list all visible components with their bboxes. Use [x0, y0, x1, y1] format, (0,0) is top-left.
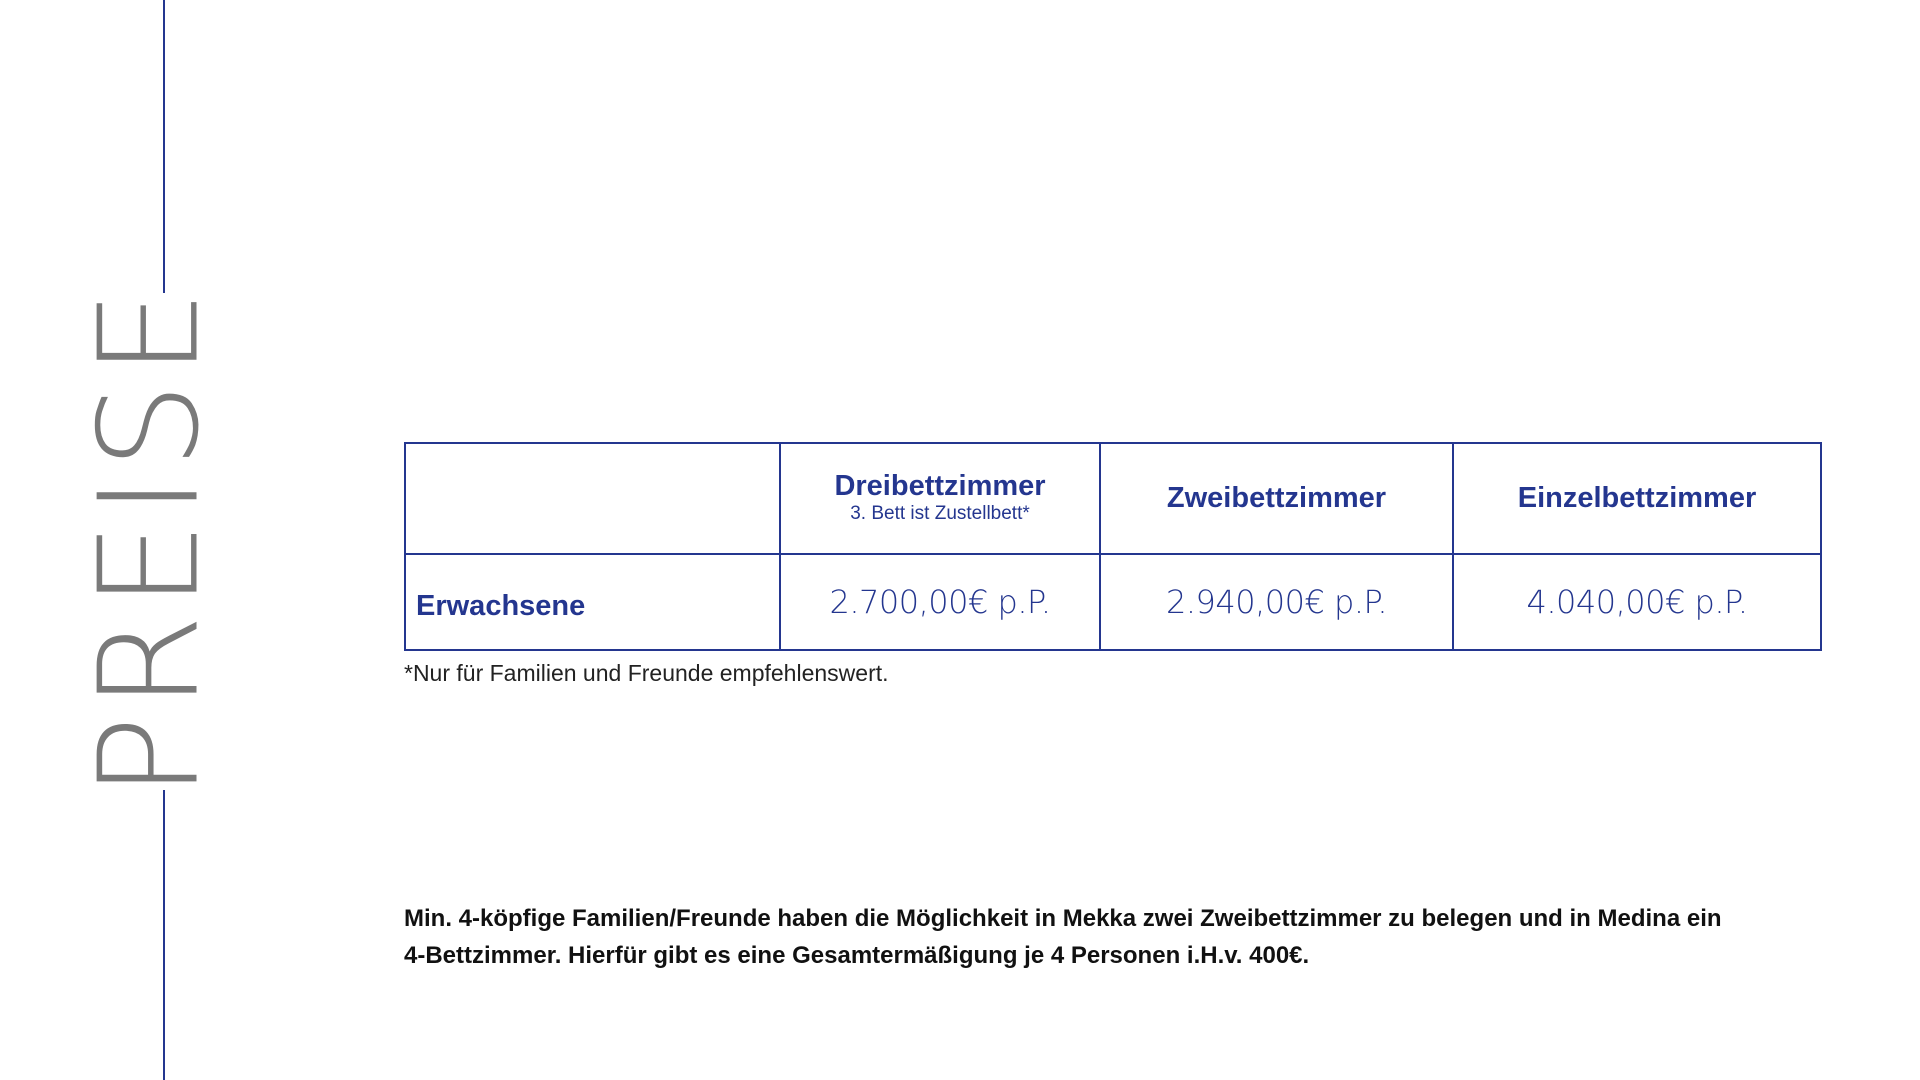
info-text-line-1: Min. 4-köpfige Familien/Freunde haben die Möglichkeit in Mekka zwei Zweibettzimmer zu belegen und in Medina ein: [404, 905, 1722, 932]
table-header-empty-cell: [405, 443, 780, 554]
decorative-line-bottom: [163, 790, 165, 1080]
price-einzelbettzimmer: 4.040,00€ p.P.: [1453, 554, 1821, 650]
price-table: [404, 442, 1822, 651]
page-title: PREISE: [70, 283, 230, 799]
table-header-row: [405, 443, 1821, 554]
column-title-dreibettzimmer: Dreibettzimmer: [834, 470, 1046, 503]
info-text: [404, 900, 1824, 974]
price-zweibettzimmer: 2.940,00€ p.P.: [1100, 554, 1453, 650]
info-text-line-2: 4-Bettzimmer. Hierfür gibt es eine Gesamtermäßigung je 4 Personen i.H.v. 400€.: [404, 942, 1310, 969]
table-header-cell: [780, 443, 1100, 554]
decorative-line-top: [163, 0, 165, 293]
column-subtitle-dreibettzimmer: 3. Bett ist Zustellbett*: [850, 503, 1030, 525]
table-header-cell: [1100, 443, 1453, 554]
footnote: *Nur für Familien und Freunde empfehlenswert.: [404, 660, 889, 686]
price-dreibettzimmer: 2.700,00€ p.P.: [780, 554, 1100, 650]
column-title-zweibettzimmer: Zweibettzimmer: [1166, 481, 1387, 514]
row-label-erwachsene: Erwachsene: [405, 554, 780, 650]
table-header-cell: [1453, 443, 1821, 554]
table-row: [405, 554, 1821, 650]
column-title-einzelbettzimmer: Einzelbettzimmer: [1517, 481, 1757, 514]
